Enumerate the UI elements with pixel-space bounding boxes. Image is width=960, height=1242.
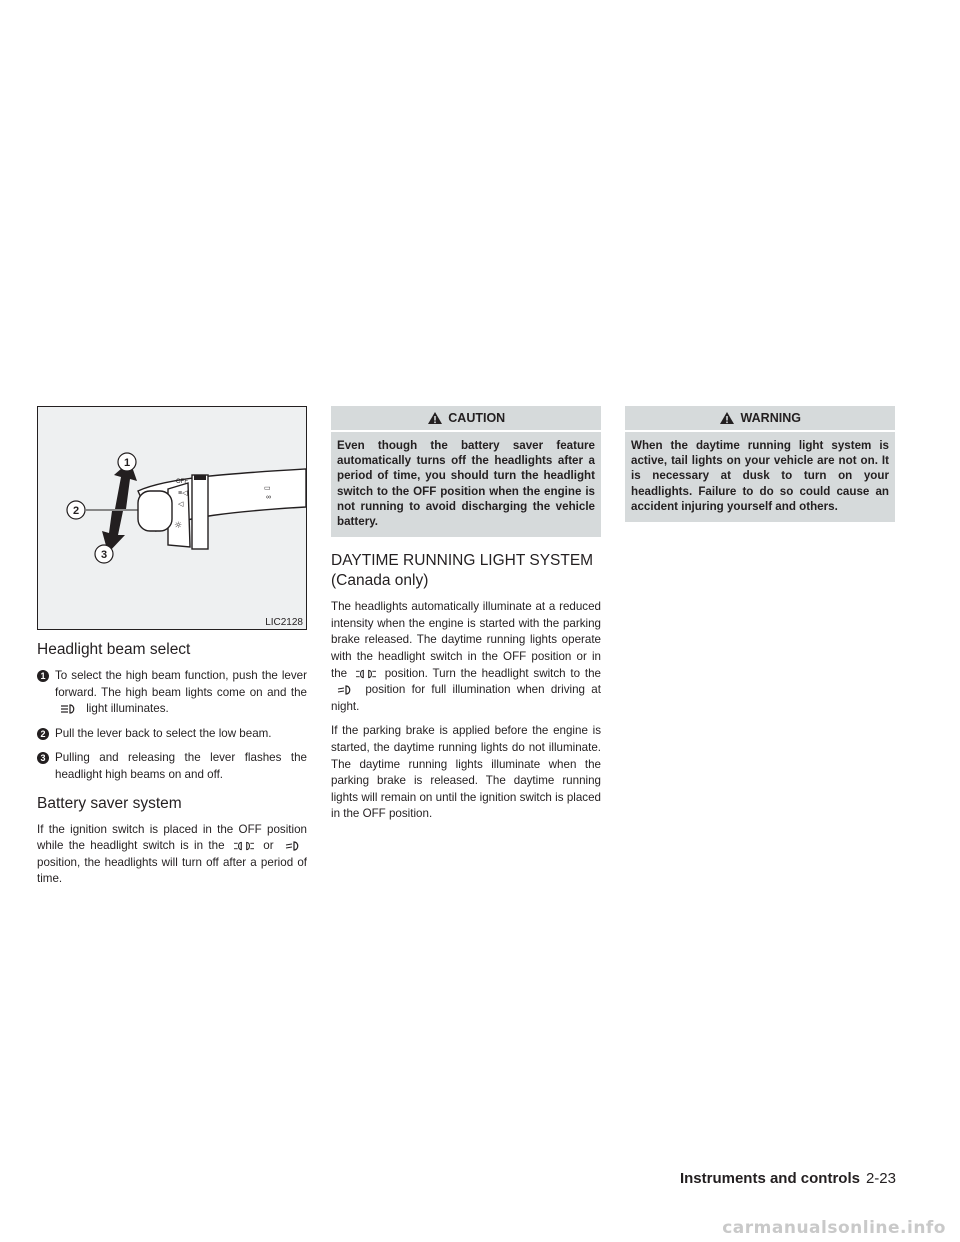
middle-column [331,406,601,831]
watermark-text: carmanualsonline.info [722,1218,946,1238]
headlight-icon [335,684,355,696]
parking-light-icon [356,668,376,680]
svg-text:∞: ∞ [266,494,271,501]
high-beam-indicator-icon [59,703,79,715]
battery-text-c: position, the headlights will turn off after a period of time. [37,855,307,886]
section-title: Instruments and controls [679,1170,860,1187]
right-column [625,406,895,522]
drl-text-a: The headlights automatically illuminate at a reduced intensity when the engine is started with the parking brake released. The daytime running lights operate with the headlight switch in the OFF position or in the [331,600,601,680]
battery-saver-paragraph [37,822,307,888]
step-2-text: Pull the lever back to select the low beam. [55,726,272,740]
step-2-badge: 2 [37,728,49,740]
drl-paragraph-1 [331,599,601,715]
drl-paragraph-2: If the parking brake is applied before the engine is started, the daytime running lights do not illuminate. The daytime running lights illuminate when the parking brake is released. The daytime running lights will remain on until the ignition switch is placed in the OFF position. [331,724,601,821]
list-item [37,750,307,783]
battery-text-a: If the ignition switch is placed in the OFF position while the headlight switch is in the [37,822,307,853]
svg-text:☼: ☼ [174,521,183,531]
list-item [37,726,307,743]
left-column [37,406,307,896]
callout-1: 1 [123,457,131,469]
drl-text-b: position. Turn the headlight switch to the [384,666,601,680]
headlight-lever-illustration [37,406,307,630]
caution-box [331,406,601,537]
caution-header [331,406,601,432]
step-3-text: Pulling and releasing the lever flashes the headlight high beams on and off. [55,751,307,781]
warning-title: WARNING [740,411,801,425]
warning-triangle-icon [427,411,443,425]
lever-diagram [38,407,306,629]
list-item [37,668,307,718]
warning-header [625,406,895,432]
callout-2: 2 [72,505,80,517]
warning-text: When the daytime running light system is active, tail lights on your vehicle are not on. It is necessary at dusk to turn on your headlights. Failure to do so could cause an accident injuring yourself and others. [631,439,889,513]
caution-text: Even though the battery saver feature automatically turns off the headlights after a period of time, you should turn the headlight switch to the OFF position when the engine is not running to avoid discharging the vehicle battery. [337,439,595,529]
parking-light-icon [234,840,254,852]
svg-text:≡◁: ≡◁ [178,490,188,497]
step-1-badge: 1 [37,670,49,682]
warning-box [625,406,895,522]
callout-3: 3 [100,549,108,561]
svg-text:◁: ◁ [178,501,184,508]
svg-text:▭: ▭ [264,485,271,492]
headlight-icon [283,840,303,852]
warning-triangle-icon [719,411,735,425]
page-number: 2-23 [865,1170,896,1187]
drl-text-c: position for full illumination when driving at night. [331,683,601,713]
caution-title: CAUTION [448,411,506,425]
step-1-text: To select the high beam function, push the lever forward. The high beam lights come on and the [55,669,307,699]
figure-code: LIC2128 [265,617,303,628]
step-1-text-end: light illuminates. [86,702,169,716]
battery-saver-heading: Battery saver system [37,794,182,812]
step-3-badge: 3 [37,752,49,764]
svg-text:OFF: OFF [176,479,188,485]
page-footer [680,1170,896,1187]
watermark-logo [0,1214,960,1242]
headlight-beam-heading: Headlight beam select [37,641,191,658]
drl-heading: DAYTIME RUNNING LIGHT SYSTEM (Canada only) [331,552,594,590]
battery-text-b: or [263,839,274,853]
